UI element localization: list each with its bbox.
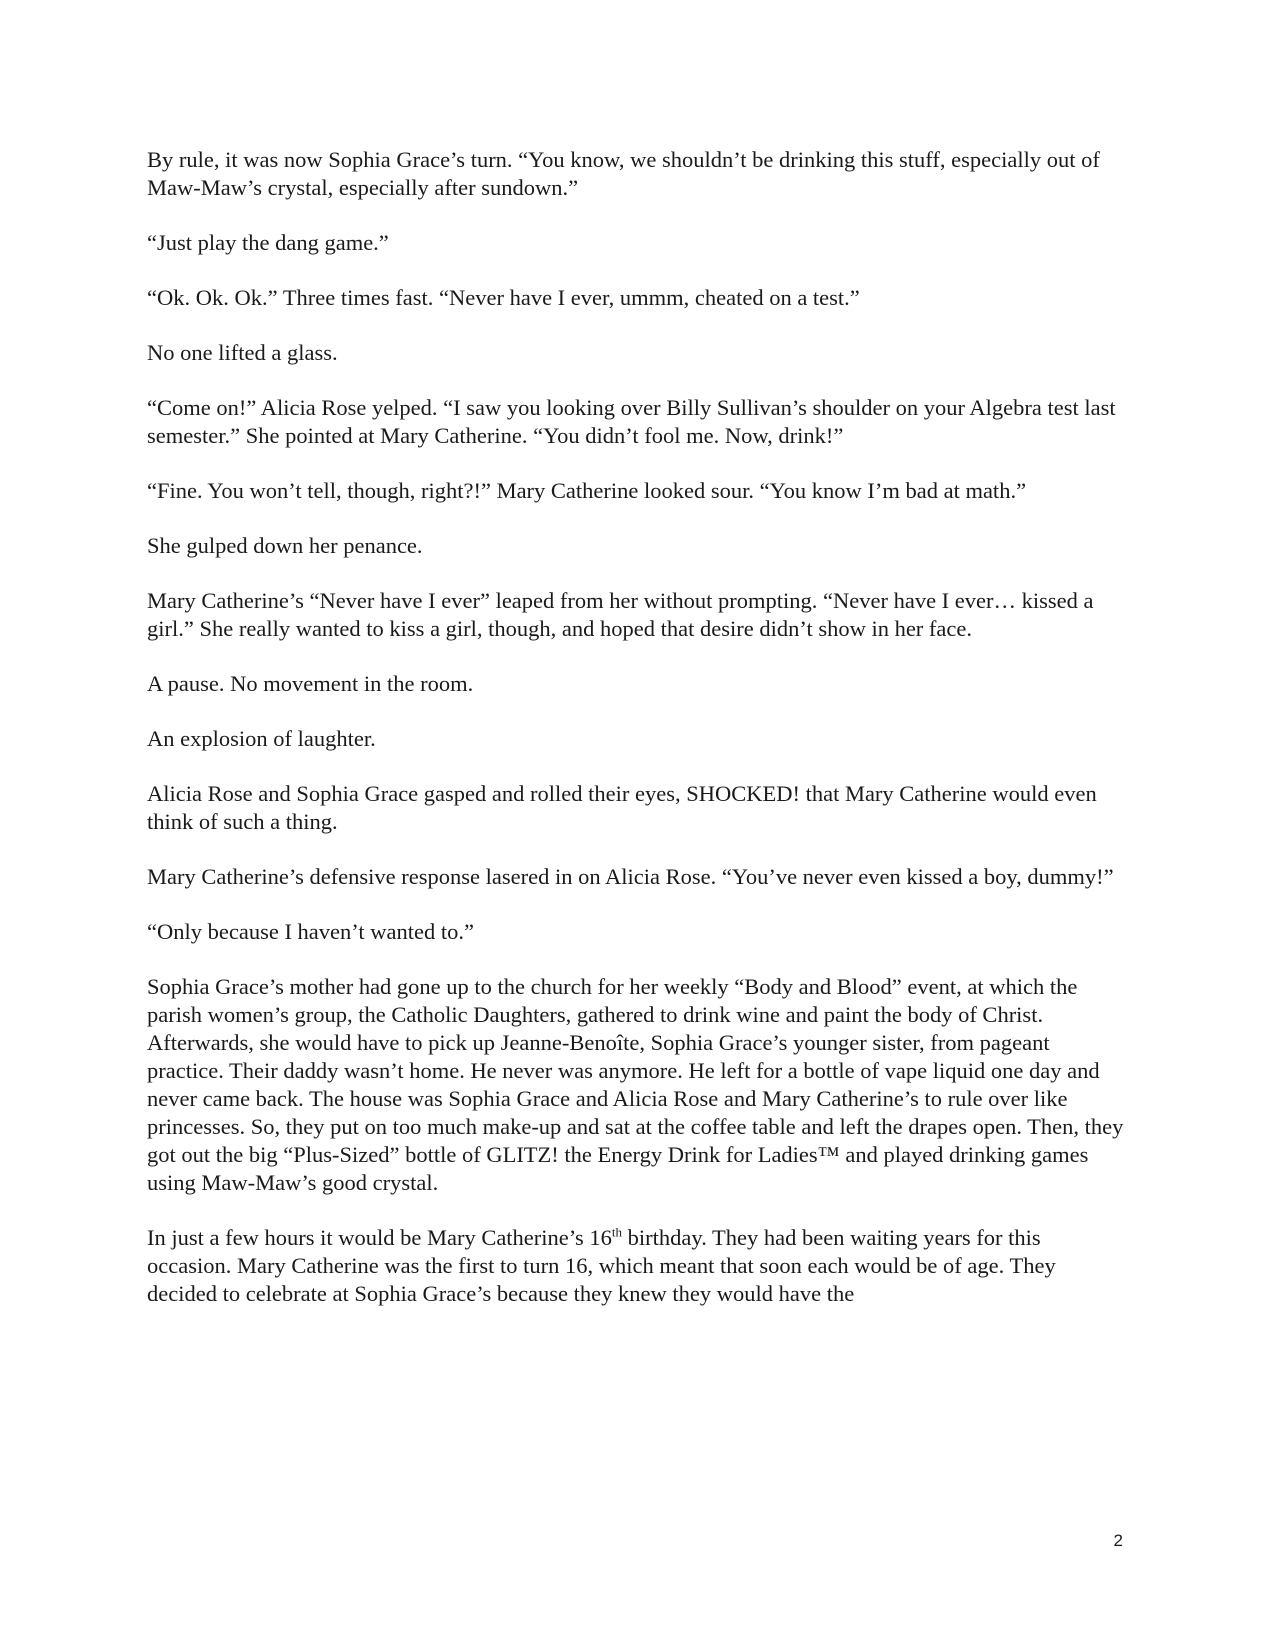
paragraph: “Fine. You won’t tell, though, right?!” Mary Catherine looked sour. “You know I’m bad at math.” — [147, 478, 1027, 503]
paragraph-text: birthday. They had been waiting years for this occasion. Mary Catherine was the first to turn 16, which meant that soon each would be of age. They decided to celebrate at Sophia Grace’s because they knew they would have the — [147, 1225, 1056, 1306]
paragraph: No one lifted a glass. — [147, 340, 338, 365]
paragraph: She gulped down her penance. — [147, 533, 423, 558]
paragraph: By rule, it was now Sophia Grace’s turn. “You know, we shouldn’t be drinking this stuff, especially out of Maw-Maw’s crystal, especially after sundown.” — [147, 147, 1100, 200]
body-text — [147, 146, 1127, 1335]
paragraph: “Just play the dang game.” — [147, 230, 389, 255]
paragraph: “Only because I haven’t wanted to.” — [147, 919, 474, 944]
paragraph: A pause. No movement in the room. — [147, 671, 474, 696]
paragraph: Alicia Rose and Sophia Grace gasped and rolled their eyes, SHOCKED! that Mary Catherine would even think of such a thing. — [147, 781, 1097, 834]
ordinal-superscript: th — [611, 1224, 623, 1240]
paragraph-text: In just a few hours it would be Mary Catherine’s 16 — [147, 1225, 612, 1250]
paragraph: “Ok. Ok. Ok.” Three times fast. “Never have I ever, ummm, cheated on a test.” — [147, 285, 860, 310]
paragraph: Sophia Grace’s mother had gone up to the church for her weekly “Body and Blood” event, at which the parish women’s group, the Catholic Daughters, gathered to drink wine and paint the body of Christ. Afterwards, she would have to pick up Jeanne-Benoîte, Sophia Grace’s younger sister, from pageant practice. Their daddy wasn’t home. He never was anymore. He left for a bottle of vape liquid one day and never came back. The house was Sophia Grace and Alicia Rose and Mary Catherine’s to rule over like princesses. So, they put on too much make-up and sat at the coffee table and left the drapes open. Then, they got out the big “Plus-Sized” bottle of GLITZ! the Energy Drink for Ladies™ and played drinking games using Maw-Maw’s good crystal. — [147, 974, 1124, 1195]
paragraph: Mary Catherine’s defensive response lasered in on Alicia Rose. “You’ve never even kissed a boy, dummy!” — [147, 864, 1114, 889]
paragraph: “Come on!” Alicia Rose yelped. “I saw you looking over Billy Sullivan’s shoulder on your Algebra test last semester.” She pointed at Mary Catherine. “You didn’t fool me. Now, drink!” — [147, 395, 1116, 448]
paragraph: An explosion of laughter. — [147, 726, 376, 751]
page-number: 2 — [1113, 1531, 1123, 1550]
paragraph-last — [147, 1224, 1127, 1308]
paragraph: Mary Catherine’s “Never have I ever” leaped from her without prompting. “Never have I ever… kissed a girl.” She really wanted to kiss a girl, though, and hoped that desire didn’t show in her face. — [147, 588, 1094, 641]
